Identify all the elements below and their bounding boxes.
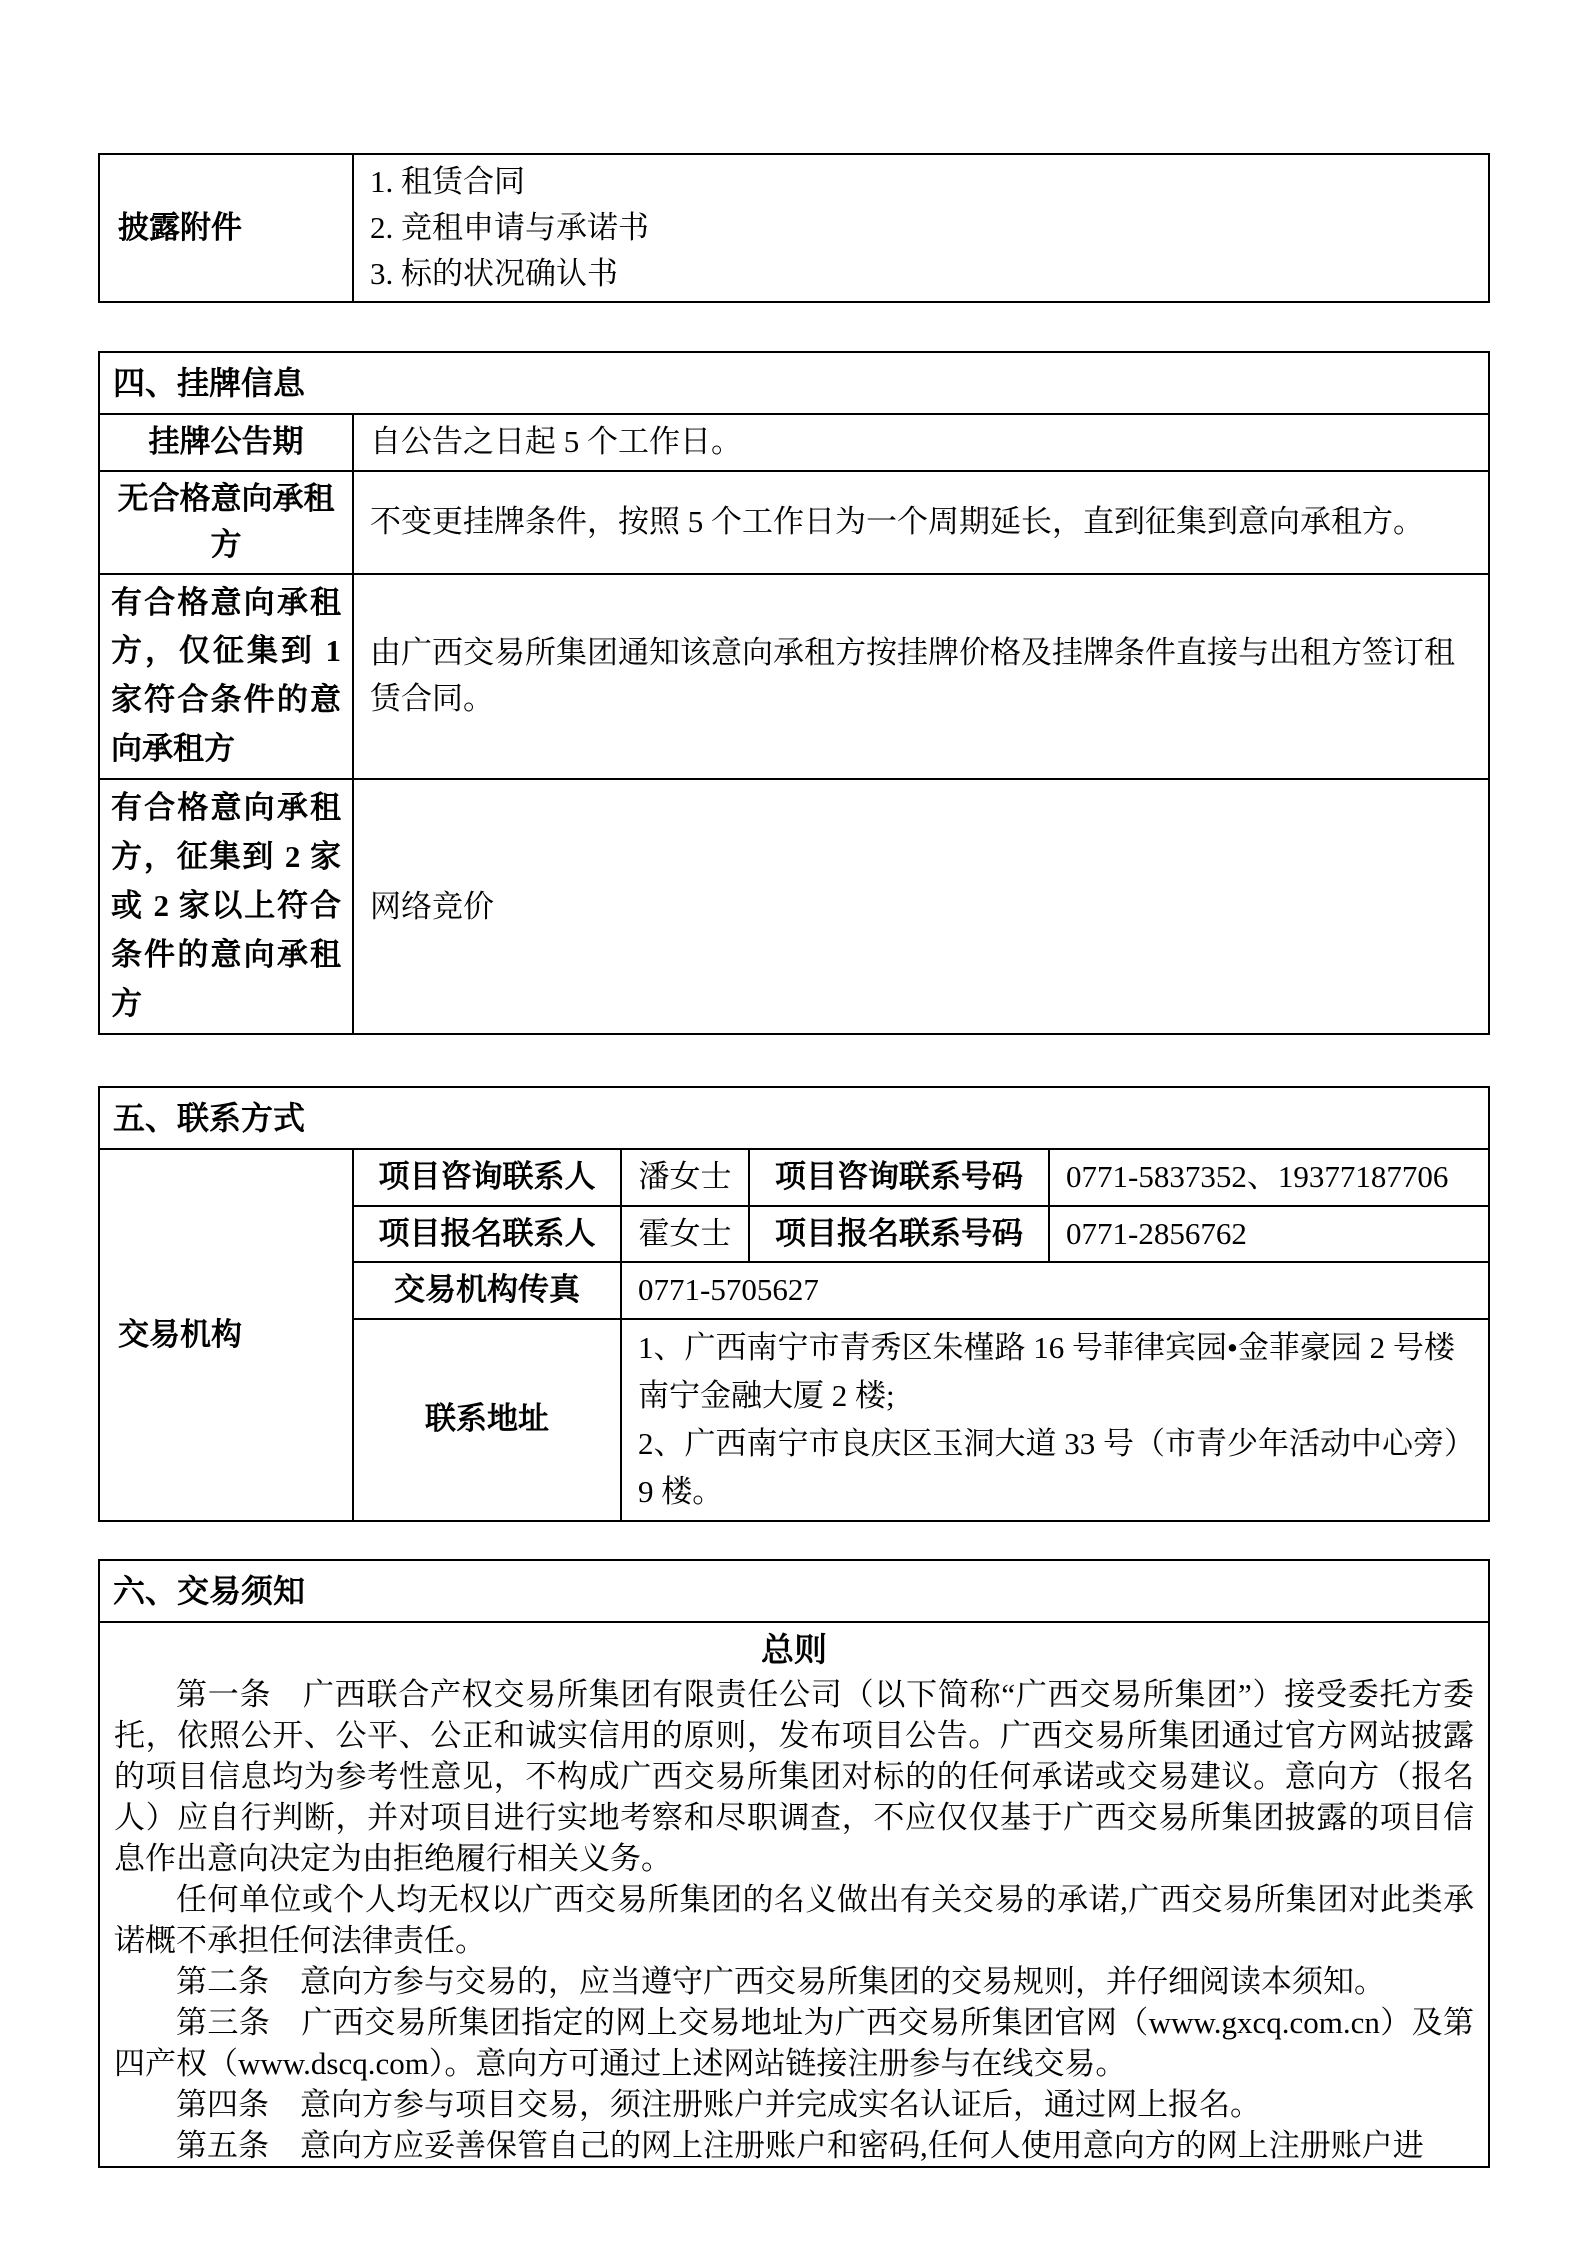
listing-row-value: 由广西交易所集团通知该意向承租方按挂牌价格及挂牌条件直接与出租方签订租赁合同。 [353,574,1489,780]
listing-info-table [98,351,1490,1035]
listing-row-label: 挂牌公告期 [99,414,353,471]
attachments-table [98,153,1490,303]
signup-phone-value: 0771-2856762 [1049,1206,1489,1263]
fax-label-cell: 交易机构传真 [353,1262,621,1319]
notice-body [99,1622,1489,2167]
listing-section-title: 四、挂牌信息 [99,352,1489,414]
notice-paragraph: 第五条 意向方应妥善保管自己的网上注册账户和密码,任何人使用意向方的网上注册账户进 [176,2127,1424,2163]
notice-subtitle: 总则 [761,1632,827,1669]
notice-table [98,1559,1490,2168]
contact-table [98,1086,1490,1522]
address-value-cell [621,1319,1489,1521]
attachment-item: 2. 竞租申请与承诺书 [370,210,649,245]
notice-paragraph: 第三条 广西交易所集团指定的网上交易地址为广西交易所集团官网（www.gxcq.com.cn）及第四产权（www.dscq.com）。意向方可通过上述网站链接注册参与在线交易。 [114,2004,1474,2081]
address-line: 2、广西南宁市良庆区玉洞大道 33 号（市青少年活动中心旁）9 楼。 [638,1425,1460,1509]
listing-row-value: 不变更挂牌条件，按照 5 个工作日为一个周期延长，直到征集到意向承租方。 [353,471,1489,574]
notice-paragraph: 任何单位或个人均无权以广西交易所集团的名义做出有关交易的承诺,广西交易所集团对此类承诺概不承担任何法律责任。 [114,1881,1474,1958]
consult-contact-name: 潘女士 [621,1149,749,1206]
notice-section-title: 六、交易须知 [99,1560,1489,1622]
listing-row-label: 有合格意向承租方，征集到 2 家或 2 家以上符合条件的意向承租方 [99,779,353,1034]
signup-contact-name: 霍女士 [621,1206,749,1263]
notice-paragraph: 第四条 意向方参与项目交易，须注册账户并完成实名认证后，通过网上报名。 [176,2086,1261,2122]
listing-row-value: 自公告之日起 5 个工作日。 [353,414,1489,471]
consult-contact-label: 项目咨询联系人 [353,1149,621,1206]
attachments-label: 披露附件 [99,154,353,302]
notice-paragraph: 第二条 意向方参与交易的，应当遵守广西交易所集团的交易规则，并仔细阅读本须知。 [176,1963,1385,1999]
listing-row-label: 无合格意向承租方 [99,471,353,574]
listing-row-label: 有合格意向承租方，仅征集到 1 家符合条件的意向承租方 [99,574,353,780]
contact-section-title: 五、联系方式 [99,1087,1489,1149]
fax-value-cell: 0771-5705627 [621,1262,1489,1319]
address-line: 1、广西南宁市青秀区朱槿路 16 号菲律宾园•金菲豪园 2 号楼南宁金融大厦 2 楼; [638,1329,1455,1413]
address-label-cell: 联系地址 [353,1319,621,1521]
attachment-item: 3. 标的状况确认书 [370,256,618,291]
signup-phone-label: 项目报名联系号码 [749,1206,1049,1263]
consult-phone-label: 项目咨询联系号码 [749,1149,1049,1206]
org-label-cell: 交易机构 [99,1149,353,1521]
listing-row-value: 网络竞价 [353,779,1489,1034]
attachment-item: 1. 租赁合同 [370,164,525,199]
attachments-list [353,154,1489,302]
notice-paragraph: 第一条 广西联合产权交易所集团有限责任公司（以下简称“广西交易所集团”）接受委托方委托，依照公开、公平、公正和诚实信用的原则，发布项目公告。广西交易所集团通过官方网站披露的项目信息均为参考性意见，不构成广西交易所集团对标的的任何承诺或交易建议。意向方（报名人）应自行判断，并对项目进行实地考察和尽职调查，不应仅仅基于广西交易所集团披露的项目信息作出意向决定为由拒绝履行相关义务。 [114,1676,1474,1876]
signup-contact-label: 项目报名联系人 [353,1206,621,1263]
consult-phone-value: 0771-5837352、19377187706 [1049,1149,1489,1206]
